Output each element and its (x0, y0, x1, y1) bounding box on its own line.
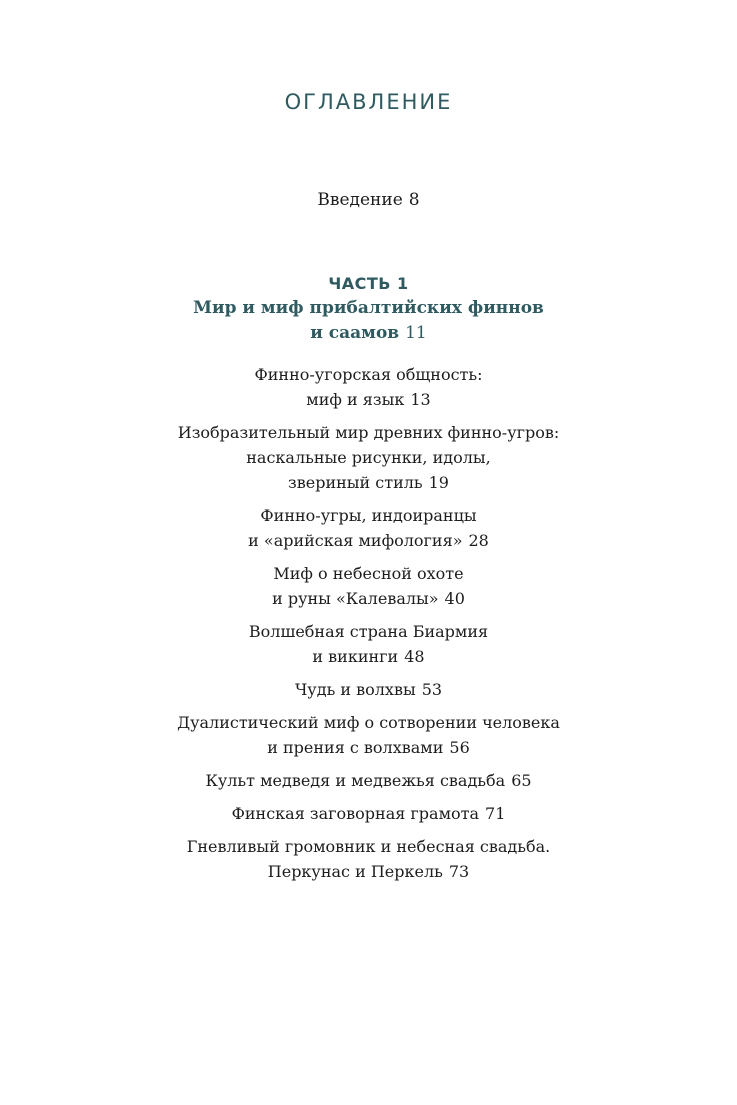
toc-entry (0, 561, 737, 611)
toc-entry-page-number: 71 (485, 804, 506, 823)
toc-intro (0, 190, 737, 210)
intro-page-number: 8 (408, 190, 420, 210)
toc-entry (0, 362, 737, 412)
intro-title: Введение (317, 190, 403, 210)
toc-entry (0, 710, 737, 760)
toc-entry-page-number: 65 (511, 771, 532, 790)
part-title-line-1: Мир и миф прибалтийских финнов (193, 298, 544, 318)
toc-entry-text: и прения с волхвами (267, 738, 444, 757)
toc-entry-line (0, 445, 737, 470)
toc-entry-page-number: 73 (448, 862, 470, 881)
toc-entry-page-number: 13 (410, 390, 431, 409)
part-label: ЧАСТЬ 1 (328, 274, 409, 293)
toc-entry-text: Чудь и волхвы (294, 680, 416, 699)
toc-entry-text: Волшебная страна Биармия (248, 622, 489, 641)
toc-entry-line (0, 644, 737, 669)
toc-entry (0, 801, 737, 826)
toc-entry-line (0, 470, 737, 495)
toc-entry-text: и руны «Калевалы» (272, 589, 439, 608)
toc-entry (0, 677, 737, 702)
toc-entry-page-number: 48 (404, 647, 425, 666)
toc-entry-text: Финно-угорская общность: (254, 365, 483, 384)
toc-entry-line (0, 528, 737, 553)
toc-entry-page-number: 19 (428, 473, 449, 492)
toc-entry-text: Изобразительный мир древних финно-угров: (177, 423, 560, 442)
toc-entry-line (0, 586, 737, 611)
toc-entry-line (0, 619, 737, 644)
toc-entry-line (0, 561, 737, 586)
toc-entry-line (0, 420, 737, 445)
part-page-number: 11 (405, 323, 427, 343)
toc-entry-page-number: 56 (449, 738, 470, 757)
toc-entry-text: и «арийская мифология» (248, 531, 463, 550)
part-title-line-2 (0, 321, 737, 346)
toc-entry-text: Гневливый громовник и небесная свадьба. (186, 837, 551, 856)
toc-entry (0, 619, 737, 669)
toc-entry-text: наскальные рисунки, идолы, (246, 448, 491, 467)
part-title-line-2-text: и саамов (310, 323, 400, 343)
toc-entry-page-number: 40 (444, 589, 465, 608)
toc-entry-line (0, 503, 737, 528)
toc-entry (0, 503, 737, 553)
toc-entry-text: Дуалистический миф о сотворении человека (177, 713, 560, 732)
toc-entry (0, 834, 737, 884)
toc-entry-line (0, 834, 737, 859)
toc-entry-text: и викинги (312, 647, 399, 666)
toc-entry-text: Перкунас и Перкель (267, 862, 443, 881)
toc-list (0, 362, 737, 892)
toc-entry-text: Миф о небесной охоте (273, 564, 464, 583)
toc-entry-text: Культ медведя и медвежья свадьба (205, 771, 506, 790)
toc-entry-line (0, 710, 737, 735)
toc-entry-text: Финно-угры, индоиранцы (260, 506, 477, 525)
toc-entry (0, 420, 737, 495)
toc-entry-text: миф и язык (306, 390, 405, 409)
toc-entry-line (0, 387, 737, 412)
toc-entry-line (0, 677, 737, 702)
toc-entry-line (0, 768, 737, 793)
part-title (0, 296, 737, 346)
page-title: ОГЛАВЛЕНИЕ (284, 90, 453, 114)
toc-entry-line (0, 735, 737, 760)
toc-entry-page-number: 28 (468, 531, 489, 550)
toc-entry-page-number: 53 (421, 680, 443, 699)
toc-entry-line (0, 362, 737, 387)
toc-entry-line (0, 801, 737, 826)
toc-entry-line (0, 859, 737, 884)
toc-entry-text: Финская заговорная грамота (231, 804, 480, 823)
toc-entry-text: звериный стиль (288, 473, 423, 492)
toc-entry (0, 768, 737, 793)
